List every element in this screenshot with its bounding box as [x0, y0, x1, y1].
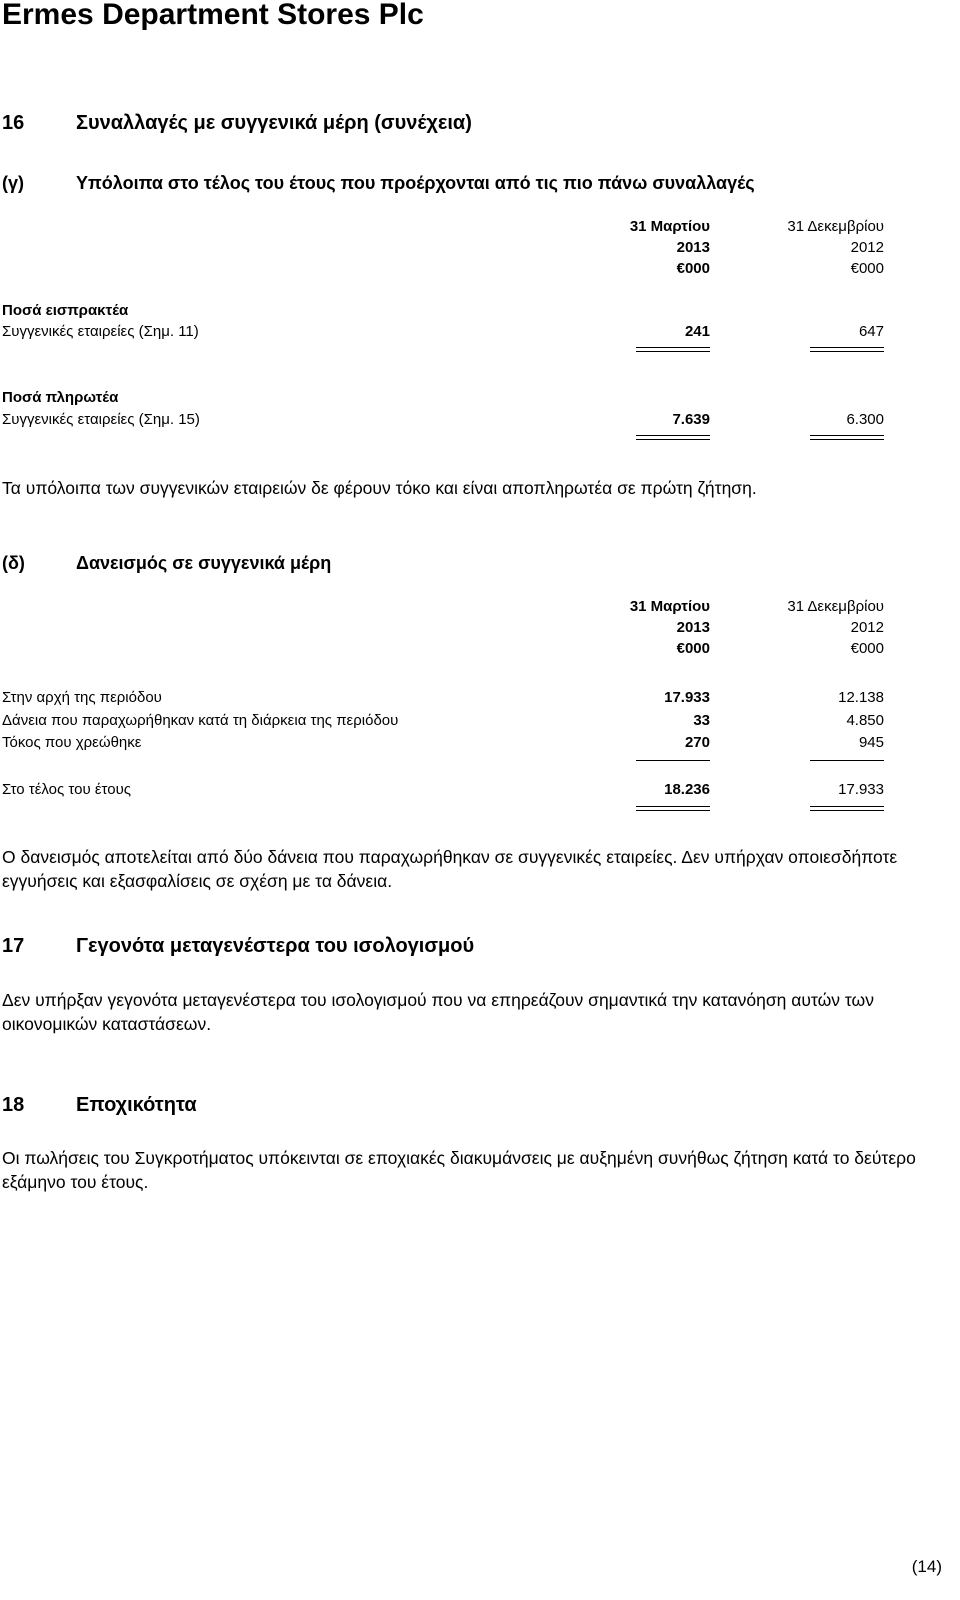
loan-row-label: Στην αρχή της περιόδου — [2, 689, 162, 706]
subtotal-line — [636, 760, 710, 761]
section-16-number: 16 — [2, 112, 25, 134]
col1-header-unit: €000 — [676, 640, 710, 657]
section-17-text: Δεν υπήρξαν γεγονότα μεταγενέστερα του ισολογισμού που να επηρεάζουν σημαντικά την κατανόηση αυτών των οικονομικών καταστάσεων. — [2, 990, 874, 1034]
loan-total-label: Στο τέλος του έτους — [2, 781, 132, 798]
double-underline — [636, 347, 710, 352]
receivables-value-2013: 241 — [684, 323, 710, 340]
col2-header-date: 31 Δεκεμβρίου — [787, 218, 884, 235]
section-18-number: 18 — [2, 1094, 25, 1116]
double-underline — [810, 806, 884, 811]
col2-header-year: 2012 — [850, 619, 884, 636]
loan-row-label: Δάνεια που παραχωρήθηκαν κατά τη διάρκεια της περιόδου — [2, 712, 399, 729]
col1-header-year: 2013 — [676, 239, 710, 256]
payables-value-2012: 6.300 — [846, 411, 884, 428]
subsection-d-title: Δανεισμός σε συγγενικά μέρη — [76, 553, 332, 573]
double-underline — [810, 347, 884, 352]
col1-header-unit: €000 — [676, 260, 710, 277]
col1-header — [560, 596, 710, 659]
loan-row-value-2013: 33 — [693, 712, 710, 729]
receivables-value-2012: 647 — [858, 323, 884, 340]
subsection-g-title: Υπόλοιπα στο τέλος του έτους που προέρχονται από τις πιο πάνω συναλλαγές — [76, 173, 755, 193]
payables-value-2013: 7.639 — [672, 411, 710, 428]
receivables-label: Συγγενικές εταιρείες (Σημ. 11) — [2, 323, 199, 340]
section-18-text: Οι πωλήσεις του Συγκροτήματος υπόκεινται σε εποχιακές διακυμάνσεις με αυξημένη συνήθως ζήτηση κατά το δεύτερο εξάμηνο του έτους. — [2, 1148, 916, 1192]
loan-total-value-2012: 17.933 — [838, 781, 884, 798]
section-17-number: 17 — [2, 935, 25, 957]
loan-row-value-2012: 4.850 — [846, 712, 884, 729]
double-underline — [810, 435, 884, 440]
payables-label: Συγγενικές εταιρείες (Σημ. 15) — [2, 411, 200, 428]
col2-header-date: 31 Δεκεμβρίου — [787, 598, 884, 615]
balances-note: Τα υπόλοιπα των συγγενικών εταιρειών δε φέρουν τόκο και είναι αποπληρωτέα σε πρώτη ζήτηση. — [2, 478, 757, 498]
loan-row-value-2013: 17.933 — [664, 689, 710, 706]
double-underline — [636, 435, 710, 440]
double-underline — [636, 806, 710, 811]
subsection-d-marker: (δ) — [2, 553, 25, 573]
loan-row-value-2012: 12.138 — [838, 689, 884, 706]
loan-row-value-2013: 270 — [684, 734, 710, 751]
loan-total-value-2013: 18.236 — [664, 781, 710, 798]
page-number: (14) — [911, 1557, 942, 1576]
col2-header — [734, 596, 884, 659]
col2-header-unit: €000 — [850, 260, 884, 277]
section-16-title: Συναλλαγές με συγγενικά μέρη (συνέχεια) — [76, 112, 472, 134]
col2-header — [734, 216, 884, 279]
loan-note: Ο δανεισμός αποτελείται από δύο δάνεια που παραχωρήθηκαν σε συγγενικές εταιρείες. Δεν υπήρχαν οποιεσδήποτε εγγυήσεις και εξασφαλίσεις σε σχέση με τα δάνεια. — [2, 847, 898, 891]
section-17-title: Γεγονότα μεταγενέστερα του ισολογισμού — [76, 935, 475, 957]
col1-header — [560, 216, 710, 279]
company-name: Ermes Department Stores Plc — [2, 0, 424, 31]
col2-header-unit: €000 — [850, 640, 884, 657]
col1-header-year: 2013 — [676, 619, 710, 636]
col1-header-date: 31 Μαρτίου — [629, 218, 710, 235]
loan-row-value-2012: 945 — [858, 734, 884, 751]
section-18-title: Εποχικότητα — [76, 1094, 197, 1116]
subsection-g-marker: (γ) — [2, 173, 24, 193]
payables-heading: Ποσά πληρωτέα — [2, 389, 119, 406]
subtotal-line — [810, 760, 884, 761]
col1-header-date: 31 Μαρτίου — [629, 598, 710, 615]
receivables-heading: Ποσά εισπρακτέα — [2, 302, 129, 319]
col2-header-year: 2012 — [850, 239, 884, 256]
loan-row-label: Τόκος που χρεώθηκε — [2, 734, 142, 751]
